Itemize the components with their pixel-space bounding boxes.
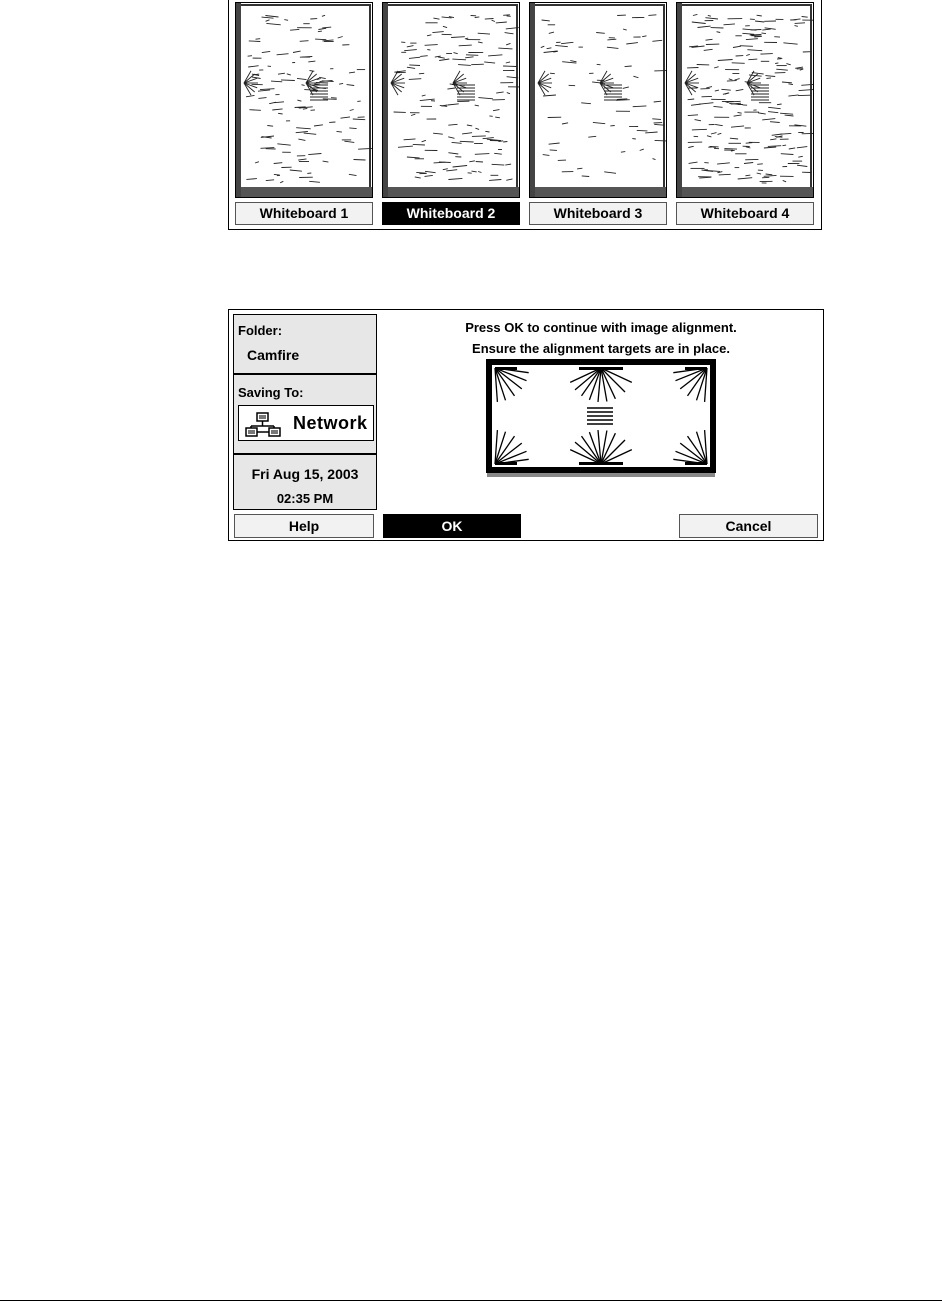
date-display: Fri Aug 15, 2003: [251, 466, 359, 482]
whiteboard-1-tab[interactable]: Whiteboard 1: [235, 202, 373, 225]
page-footer-rule: [0, 1300, 942, 1301]
alignment-diagram: [485, 358, 717, 485]
folder-label: Folder:: [238, 323, 283, 338]
whiteboard-4-tab[interactable]: Whiteboard 4: [676, 202, 814, 225]
whiteboard-item-4[interactable]: [676, 2, 814, 221]
whiteboard-thumbnail[interactable]: [529, 2, 667, 198]
saving-destination-label: Network: [293, 413, 368, 433]
instruction-line-1: Press OK to continue with image alignment.: [465, 320, 737, 335]
whiteboard-item-2[interactable]: [382, 2, 520, 221]
whiteboard-selector: [228, 0, 822, 230]
saving-to-label: Saving To:: [238, 385, 304, 400]
folder-value: Camfire: [247, 347, 300, 363]
whiteboard-thumbnail[interactable]: [676, 2, 814, 198]
info-panel: [233, 314, 377, 510]
instruction-line-2: Ensure the alignment targets are in place.: [472, 341, 730, 356]
saving-destination[interactable]: [238, 405, 374, 441]
divider: [234, 373, 376, 375]
whiteboard-item-1[interactable]: [235, 2, 373, 221]
divider: [234, 453, 376, 455]
ok-button[interactable]: OK: [383, 514, 521, 538]
whiteboard-thumbnail[interactable]: [382, 2, 520, 198]
whiteboard-thumbnail[interactable]: [235, 2, 373, 198]
alignment-dialog: [228, 309, 824, 541]
whiteboard-item-3[interactable]: [529, 2, 667, 221]
cancel-button[interactable]: Cancel: [679, 514, 818, 538]
whiteboard-3-tab[interactable]: Whiteboard 3: [529, 202, 667, 225]
help-button[interactable]: Help: [234, 514, 374, 538]
whiteboard-2-tab[interactable]: Whiteboard 2: [382, 202, 520, 225]
network-icon: [245, 412, 281, 438]
time-display: 02:35 PM: [276, 491, 334, 506]
